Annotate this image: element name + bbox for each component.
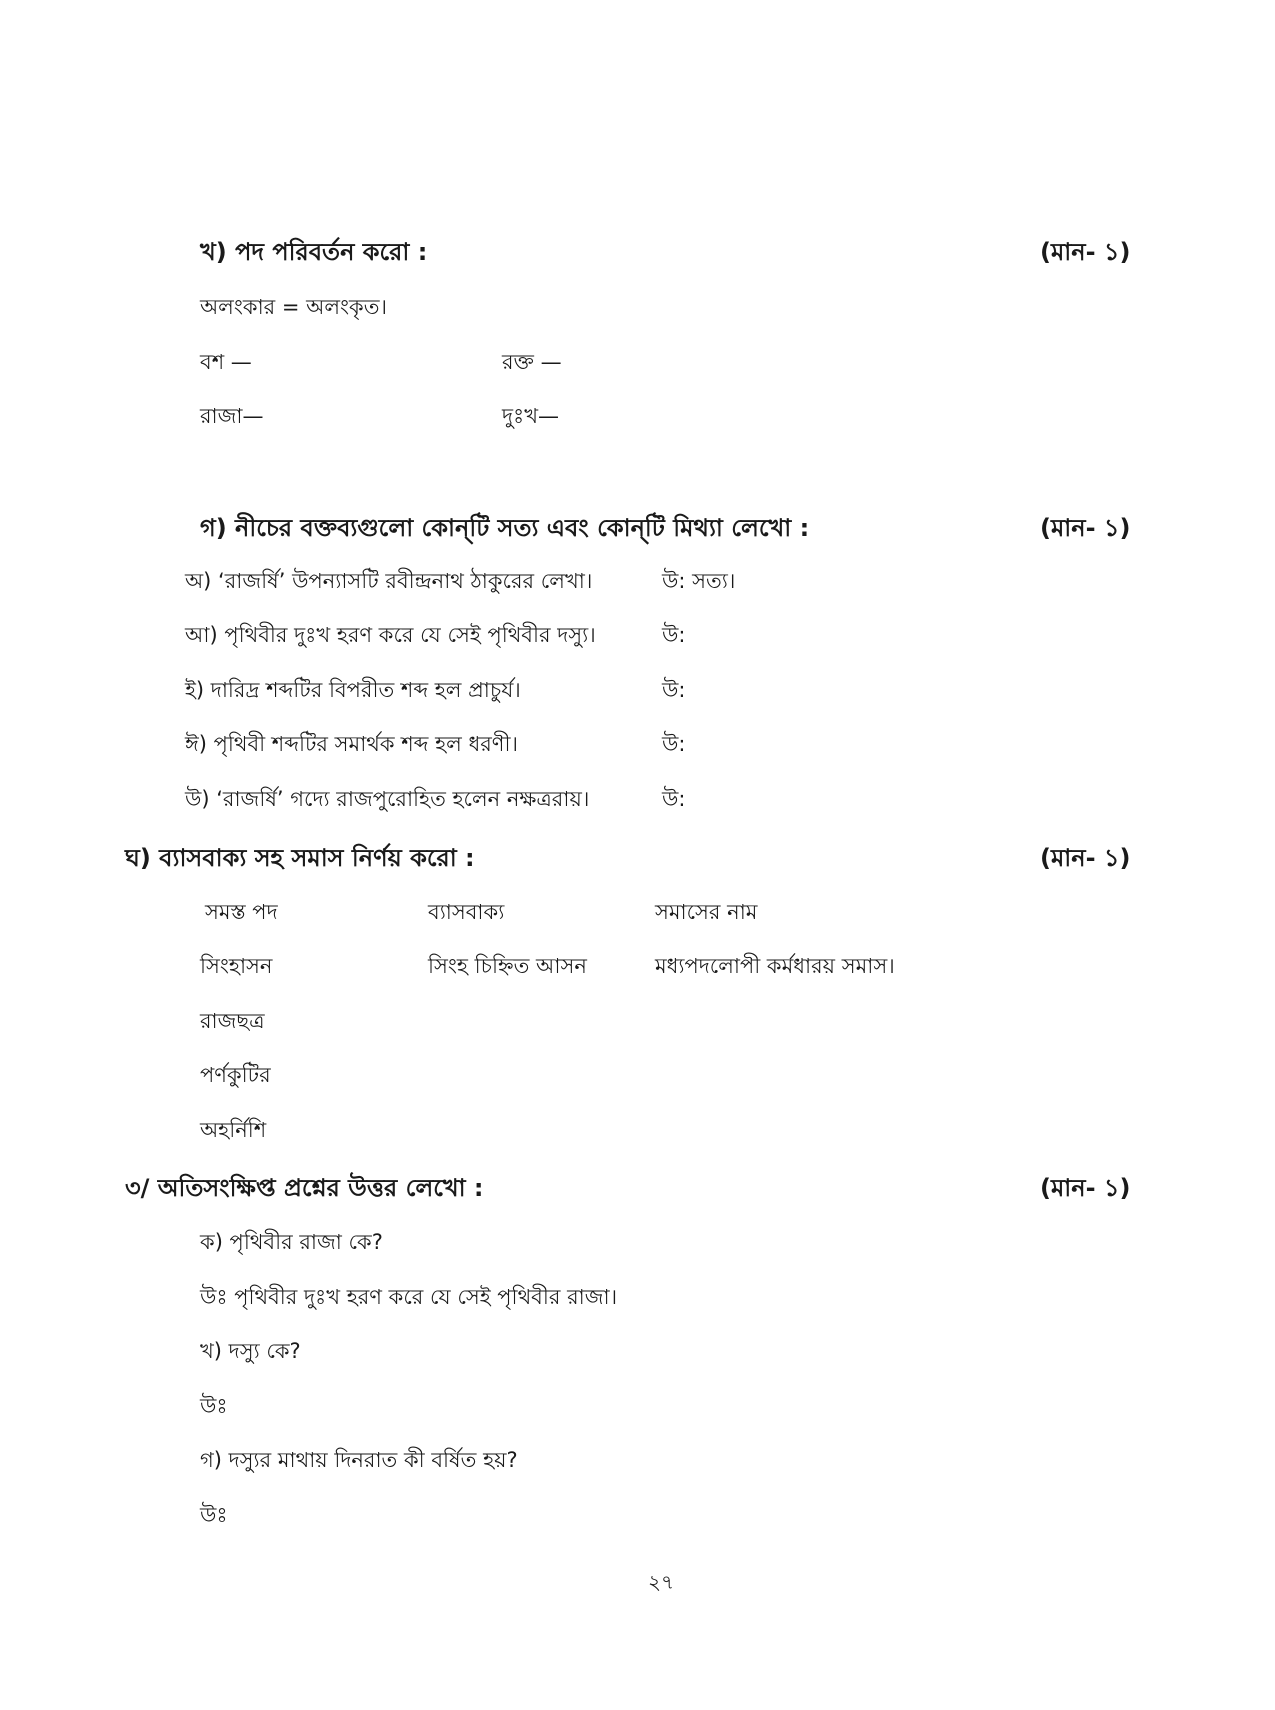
section-kha-heading: খ) পদ পরিবর্তন করো : bbox=[200, 238, 428, 266]
section-ga-heading: গ) নীচের বক্তব্যগুলো কোন্‌টি সত্য এবং কোন্‌টি মিথ্যা লেখো : bbox=[200, 514, 810, 542]
statement-answer: উ: bbox=[662, 787, 686, 811]
statement-question: উ) ‘রাজর্ষি’ গদ্যে রাজপুরোহিত হলেন নক্ষত্ররায়। bbox=[185, 787, 590, 811]
statement-answer: উ: bbox=[662, 732, 686, 756]
question-line: খ) দস্যু কে? bbox=[200, 1339, 301, 1363]
section-kha-example: অলংকার = অলংকৃত। bbox=[200, 295, 387, 319]
statement-question: ঈ) পৃথিবী শব্দটির সমার্থক শব্দ হল ধরণী। bbox=[185, 732, 518, 756]
section-gha-marks: (মান- ১) bbox=[1040, 844, 1131, 872]
section-kha-item: রাজা— bbox=[200, 404, 264, 428]
column-header: সমস্ত পদ bbox=[205, 900, 278, 924]
answer-line: উঃ bbox=[200, 1503, 228, 1527]
compound-word: রাজছত্র bbox=[200, 1009, 265, 1033]
answer-line: উঃ পৃথিবীর দুঃখ হরণ করে যে সেই পৃথিবীর রাজা। bbox=[200, 1285, 618, 1309]
statement-question: আ) পৃথিবীর দুঃখ হরণ করে যে সেই পৃথিবীর দস্যু। bbox=[185, 623, 596, 647]
statement-answer: উ: bbox=[662, 678, 686, 702]
section-kha-item: বশ — bbox=[200, 350, 252, 374]
section-kha-item: রক্ত — bbox=[502, 350, 562, 374]
page-number: ২৭ bbox=[648, 1570, 675, 1594]
section-kha-item: দুঃখ— bbox=[502, 404, 560, 428]
compound-word: অহর্নিশি bbox=[200, 1118, 267, 1142]
question-line: গ) দস্যুর মাথায় দিনরাত কী বর্ষিত হয়? bbox=[200, 1448, 518, 1472]
section-ga-marks: (মান- ১) bbox=[1040, 514, 1131, 542]
section-3-heading: ৩/ অতিসংক্ষিপ্ত প্রশ্নের উত্তর লেখো : bbox=[125, 1174, 484, 1202]
section-gha-heading: ঘ) ব্যাসবাক্য সহ সমাস নির্ণয় করো : bbox=[125, 844, 475, 872]
column-header: সমাসের নাম bbox=[655, 900, 758, 924]
answer-line: উঃ bbox=[200, 1394, 228, 1418]
column-header: ব্যাসবাক্য bbox=[428, 900, 505, 924]
question-line: ক) পৃথিবীর রাজা কে? bbox=[200, 1230, 383, 1254]
section-3-marks: (মান- ১) bbox=[1040, 1174, 1131, 1202]
section-kha-marks: (মান- ১) bbox=[1040, 238, 1131, 266]
statement-answer: উ: bbox=[662, 623, 686, 647]
statement-question: অ) ‘রাজর্ষি’ উপন্যাসটি রবীন্দ্রনাথ ঠাকুরের লেখা। bbox=[185, 569, 593, 593]
compound-word: পর্ণকুটির bbox=[200, 1063, 271, 1087]
compound-word: সিংহাসন bbox=[200, 954, 273, 978]
statement-answer: উ: সত্য। bbox=[662, 569, 736, 593]
statement-question: ই) দারিদ্র শব্দটির বিপরীত শব্দ হল প্রাচুর্য। bbox=[185, 678, 521, 702]
compound-type: মধ্যপদলোপী কর্মধারয় সমাস। bbox=[655, 954, 895, 978]
analysis-phrase: সিংহ চিহ্নিত আসন bbox=[428, 954, 587, 978]
